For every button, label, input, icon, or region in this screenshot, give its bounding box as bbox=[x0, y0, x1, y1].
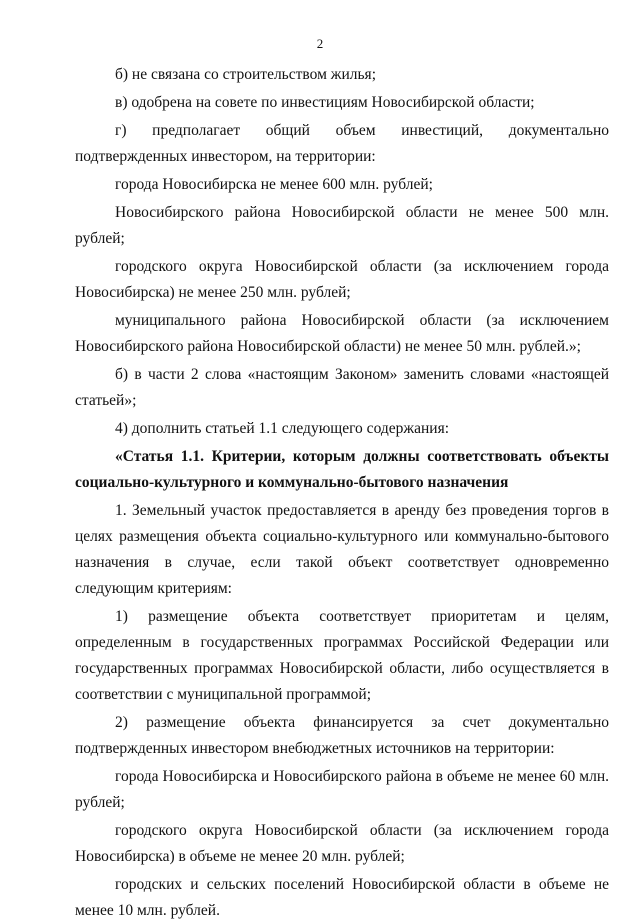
paragraph-city-and-district-60: города Новосибирска и Новосибирского района в объеме не менее 60 млн. рублей; bbox=[75, 768, 609, 811]
paragraph-settlements-10: городских и сельских поселений Новосибирской области в объеме не менее 10 млн. рублей. bbox=[75, 876, 609, 919]
paragraph-item-b-housing: б) не связана со строительством жилья; bbox=[115, 66, 376, 83]
paragraph-urban-district: городского округа Новосибирской области (за исключением города Новосибирска) не менее 250 млн. рублей; bbox=[75, 258, 609, 301]
paragraph-add-article: 4) дополнить статьей 1.1 следующего содержания: bbox=[115, 420, 449, 437]
paragraph-item-g-investment: г) предполагает общий объем инвестиций, документально подтвержденных инвестором, на территории: bbox=[75, 122, 609, 165]
paragraph-municipal-district: муниципального района Новосибирской области (за исключением Новосибирского района Новосибирской области) не менее 50 млн. рублей.»; bbox=[75, 312, 609, 355]
paragraph-criterion-2: 2) размещение объекта финансируется за счет документально подтвержденных инвестором внебюджетных источников на территории: bbox=[75, 714, 609, 757]
paragraph-article-point-1: 1. Земельный участок предоставляется в аренду без проведения торгов в целях размещения объекта социально-культурного или коммунально-бытового назначения в случае, если такой объект соответствует одновременно следующим критериям: bbox=[75, 502, 609, 597]
document-body bbox=[75, 62, 609, 924]
article-heading: «Статья 1.1. Критерии, которым должны соответствовать объекты социально-культурного и коммунально-бытового назначения bbox=[75, 448, 609, 491]
paragraph-novosibirsk-district: Новосибирского района Новосибирской области не менее 500 млн. рублей; bbox=[75, 204, 609, 247]
paragraph-novosibirsk-city: города Новосибирска не менее 600 млн. рублей; bbox=[115, 176, 433, 193]
paragraph-part-2-replace: б) в части 2 слова «настоящим Законом» заменить словами «настоящей статьей»; bbox=[75, 366, 609, 409]
paragraph-criterion-1: 1) размещение объекта соответствует приоритетам и целям, определенным в государственных программах Российской Федерации или государственных программах Новосибирской области, либо осуществляется в соответствии с муниципальной программой; bbox=[75, 608, 609, 703]
page-number: 2 bbox=[316, 36, 324, 51]
paragraph-item-v-council: в) одобрена на совете по инвестициям Новосибирской области; bbox=[115, 94, 535, 111]
paragraph-urban-district-20: городского округа Новосибирской области (за исключением города Новосибирска) в объеме не менее 20 млн. рублей; bbox=[75, 822, 609, 865]
